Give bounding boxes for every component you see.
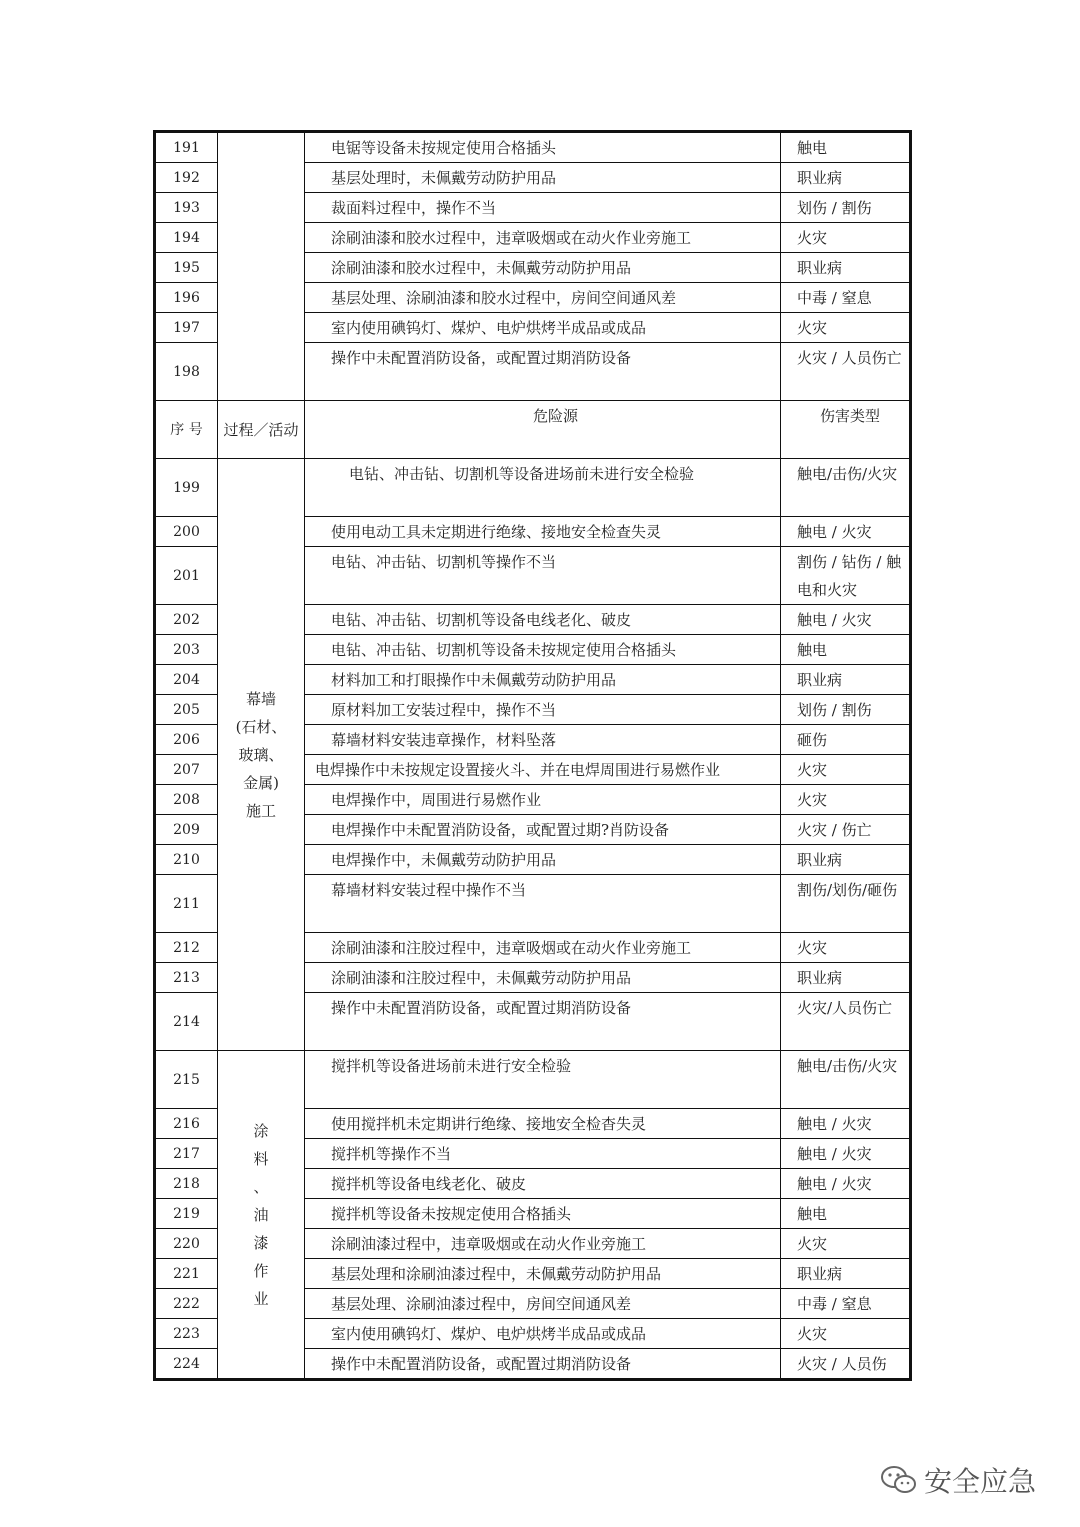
harm-cell: 触电 / 火灾	[781, 1109, 911, 1139]
harm-cell: 火灾	[781, 785, 911, 815]
row-number: 202	[155, 605, 218, 635]
process-line: (石材、	[235, 717, 287, 736]
hazard-cell: 电焊操作中，周围进行易燃作业	[305, 785, 781, 815]
harm-cell: 职业病	[781, 665, 911, 695]
hazard-cell: 室内使用碘钨灯、煤炉、电炉烘烤半成品或成品	[305, 1319, 781, 1349]
harm-cell: 火灾 / 人员伤亡	[781, 343, 911, 401]
hazard-cell: 基层处理和涂刷油漆过程中，未佩戴劳动防护用品	[305, 1259, 781, 1289]
harm-cell: 中毒 / 窒息	[781, 1289, 911, 1319]
harm-cell: 火灾 / 人员伤	[781, 1349, 911, 1380]
hazard-cell: 使用电动工具未定期进行绝缘、接地安全检查失灵	[305, 517, 781, 547]
hazard-cell: 电焊操作中未配置消防设备，或配置过期?肖防设备	[305, 815, 781, 845]
table-row	[155, 1051, 911, 1109]
row-number: 204	[155, 665, 218, 695]
row-number: 219	[155, 1199, 218, 1229]
harm-cell: 触电	[781, 132, 911, 163]
hazard-cell: 原材料加工安装过程中，操作不当	[305, 695, 781, 725]
hazard-cell: 搅拌机等操作不当	[305, 1139, 781, 1169]
row-number: 208	[155, 785, 218, 815]
row-number: 203	[155, 635, 218, 665]
row-number: 195	[155, 253, 218, 283]
row-number: 192	[155, 163, 218, 193]
process-line: 金属)	[243, 773, 279, 792]
hazard-cell: 搅拌机等设备进场前未进行安全检验	[305, 1051, 781, 1109]
hazard-cell: 电钻、冲击钻、切割机等设备电线老化、破皮	[305, 605, 781, 635]
row-number: 211	[155, 875, 218, 933]
table-header-row	[155, 401, 911, 459]
process-line: 施工	[245, 801, 276, 820]
process-line: 漆	[253, 1233, 269, 1252]
row-number: 217	[155, 1139, 218, 1169]
header-hazard: 危险源	[305, 401, 781, 459]
harm-cell: 火灾	[781, 223, 911, 253]
harm-cell: 触电 / 火灾	[781, 605, 911, 635]
harm-cell: 职业病	[781, 845, 911, 875]
table-row	[155, 459, 911, 517]
process-line: 幕墙	[245, 689, 276, 708]
header-no: 序 号	[155, 401, 218, 459]
harm-cell: 中毒 / 窒息	[781, 283, 911, 313]
hazard-cell: 幕墙材料安装违章操作，材料坠落	[305, 725, 781, 755]
harm-cell: 触电	[781, 1199, 911, 1229]
row-number: 210	[155, 845, 218, 875]
hazard-cell: 基层处理、涂刷油漆过程中，房间空间通风差	[305, 1289, 781, 1319]
row-number: 215	[155, 1051, 218, 1109]
hazard-cell: 搅拌机等设备未按规定使用合格插头	[305, 1199, 781, 1229]
row-number: 191	[155, 132, 218, 163]
harm-cell: 火灾	[781, 755, 911, 785]
harm-cell: 职业病	[781, 163, 911, 193]
harm-cell: 触电/击伤/火灾	[781, 459, 911, 517]
harm-cell: 职业病	[781, 1259, 911, 1289]
hazard-cell: 基层处理时，未佩戴劳动防护用品	[305, 163, 781, 193]
row-number: 220	[155, 1229, 218, 1259]
hazard-cell: 涂刷油漆和胶水过程中，违章吸烟或在动火作业旁施工	[305, 223, 781, 253]
hazard-table	[153, 130, 912, 1381]
hazard-cell: 基层处理、涂刷油漆和胶水过程中，房间空间通风差	[305, 283, 781, 313]
row-number: 216	[155, 1109, 218, 1139]
row-number: 196	[155, 283, 218, 313]
process-line: 、	[253, 1177, 269, 1196]
harm-cell: 触电 / 火灾	[781, 1139, 911, 1169]
row-number: 213	[155, 963, 218, 993]
hazard-cell: 使用搅拌机未定期讲行绝缘、接地安全检杳失灵	[305, 1109, 781, 1139]
process-line: 涂	[253, 1121, 269, 1140]
row-number: 205	[155, 695, 218, 725]
table-row	[155, 132, 911, 163]
harm-cell: 火灾	[781, 313, 911, 343]
row-number: 201	[155, 547, 218, 605]
harm-cell: 触电 / 火灾	[781, 517, 911, 547]
harm-cell: 火灾	[781, 933, 911, 963]
hazard-cell: 涂刷油漆和胶水过程中，未佩戴劳动防护用品	[305, 253, 781, 283]
hazard-cell: 电钻、冲击钻、切割机等操作不当	[305, 547, 781, 605]
row-number: 199	[155, 459, 218, 517]
harm-cell: 划伤 / 割伤	[781, 695, 911, 725]
harm-cell: 划伤 / 割伤	[781, 193, 911, 223]
harm-cell: 触电/击伤/火灾	[781, 1051, 911, 1109]
row-number: 198	[155, 343, 218, 401]
row-number: 222	[155, 1289, 218, 1319]
hazard-cell: 涂刷油漆和注胶过程中，未佩戴劳动防护用品	[305, 963, 781, 993]
harm-cell: 职业病	[781, 253, 911, 283]
harm-cell: 火灾/人员伤亡	[781, 993, 911, 1051]
harm-cell: 割伤/划伤/砸伤	[781, 875, 911, 933]
row-number: 207	[155, 755, 218, 785]
harm-cell: 火灾	[781, 1319, 911, 1349]
process-cell-coating	[218, 1051, 305, 1380]
hazard-cell: 电焊操作中，未佩戴劳动防护用品	[305, 845, 781, 875]
hazard-cell: 电焊操作中未按规定设置接火斗、并在电焊周围进行易燃作业	[305, 755, 781, 785]
process-cell-empty	[218, 132, 305, 401]
harm-cell: 触电	[781, 635, 911, 665]
hazard-cell: 室内使用碘钨灯、煤炉、电炉烘烤半成品或成品	[305, 313, 781, 343]
hazard-cell: 操作中未配置消防设备，或配置过期消防设备	[305, 343, 781, 401]
row-number: 194	[155, 223, 218, 253]
row-number: 212	[155, 933, 218, 963]
hazard-cell: 电钻、冲击钻、切割机等设备未按规定使用合格插头	[305, 635, 781, 665]
process-line: 油	[253, 1205, 269, 1224]
hazard-cell: 操作中未配置消防设备，或配置过期消防设备	[305, 1349, 781, 1380]
process-line: 玻璃、	[238, 745, 284, 764]
wechat-icon	[880, 1464, 918, 1496]
header-process: 过程／活动	[218, 401, 305, 459]
watermark-text: 安全应急	[924, 1465, 1037, 1498]
row-number: 218	[155, 1169, 218, 1199]
header-harm: 伤害类型	[781, 401, 911, 459]
row-number: 197	[155, 313, 218, 343]
row-number: 224	[155, 1349, 218, 1380]
row-number: 223	[155, 1319, 218, 1349]
row-number: 209	[155, 815, 218, 845]
harm-cell: 割伤 / 钻伤 / 触电和火灾	[781, 547, 911, 605]
hazard-cell: 操作中未配置消防设备，或配置过期消防设备	[305, 993, 781, 1051]
hazard-cell: 涂刷油漆和注胶过程中，违章吸烟或在动火作业旁施工	[305, 933, 781, 963]
row-number: 206	[155, 725, 218, 755]
process-line: 料	[253, 1149, 269, 1168]
row-number: 214	[155, 993, 218, 1051]
hazard-cell: 幕墙材料安装过程中操作不当	[305, 875, 781, 933]
process-line: 业	[253, 1289, 269, 1308]
row-number: 221	[155, 1259, 218, 1289]
harm-cell: 砸伤	[781, 725, 911, 755]
row-number: 193	[155, 193, 218, 223]
process-line: 作	[253, 1261, 269, 1280]
harm-cell: 职业病	[781, 963, 911, 993]
harm-cell: 火灾 / 伤亡	[781, 815, 911, 845]
watermark	[880, 1460, 1036, 1500]
hazard-cell: 材料加工和打眼操作中未佩戴劳动防护用品	[305, 665, 781, 695]
process-cell-curtain-wall	[218, 459, 305, 1051]
harm-cell: 触电 / 火灾	[781, 1169, 911, 1199]
harm-cell: 火灾	[781, 1229, 911, 1259]
hazard-cell: 涂刷油漆过程中，违章吸烟或在动火作业旁施工	[305, 1229, 781, 1259]
hazard-cell: 电钻、冲击钻、切割机等设备进场前未进行安全检验	[305, 459, 781, 517]
hazard-cell: 搅拌机等设备电线老化、破皮	[305, 1169, 781, 1199]
hazard-cell: 裁面料过程中，操作不当	[305, 193, 781, 223]
row-number: 200	[155, 517, 218, 547]
hazard-cell: 电锯等设备未按规定使用合格插头	[305, 132, 781, 163]
